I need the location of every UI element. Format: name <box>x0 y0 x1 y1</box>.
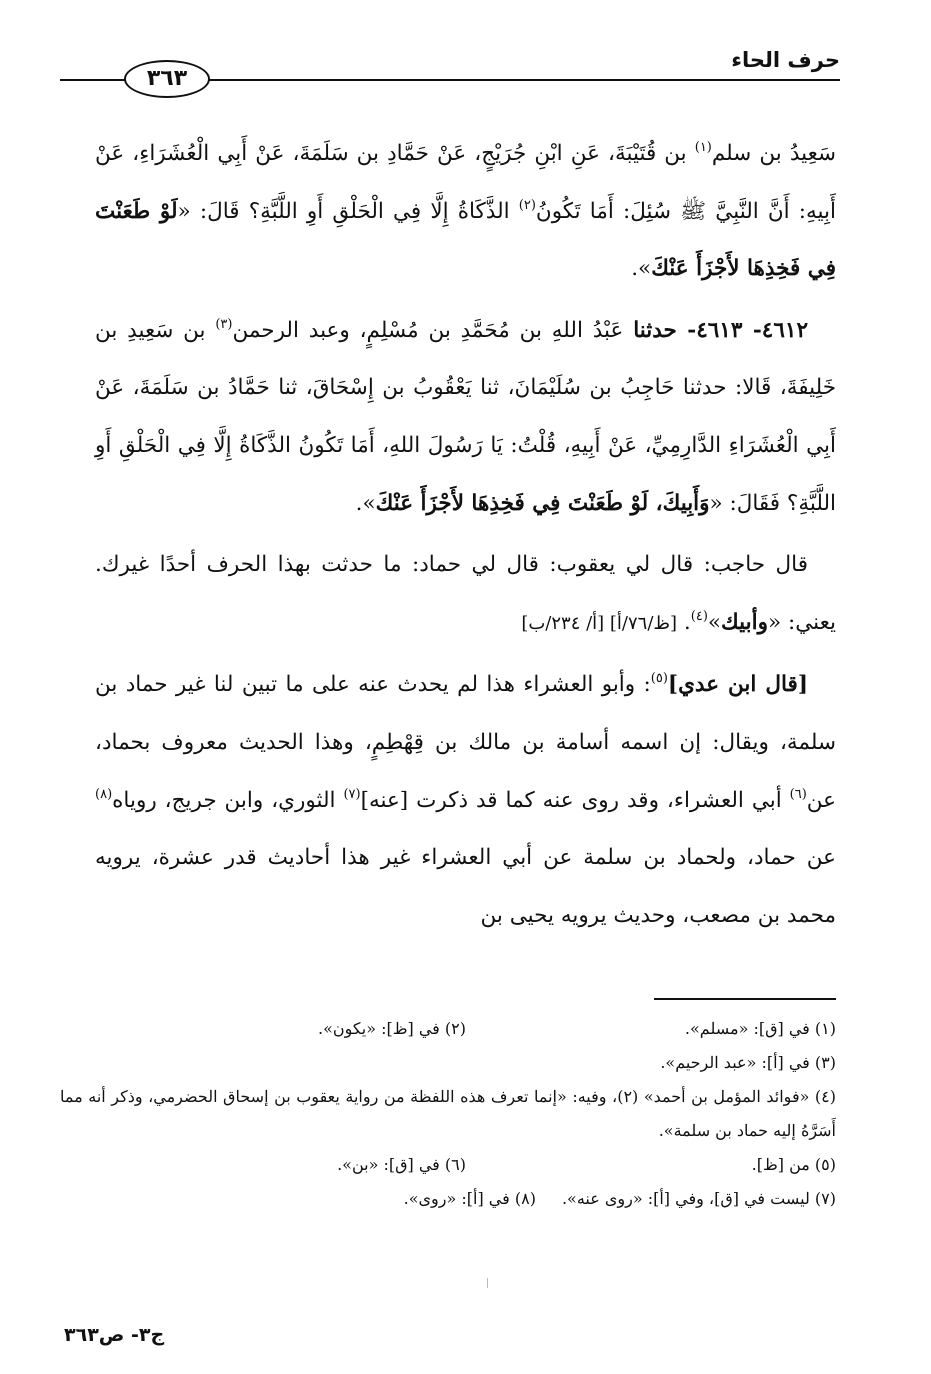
text-run: ». <box>355 490 376 516</box>
paragraph-hadith-isnad <box>95 125 836 298</box>
footnote-ref-2[interactable]: (٢) <box>518 197 536 213</box>
text-run: : وأبو العشراء هذا لم يحدث عنه على ما تبين لنا غير حماد بن سلمة، ويقال: إن اسمه أسامة بن مالك بن قِهْطِمٍ، وهذا الحديث معروف بحماد، عن <box>95 672 836 813</box>
footnote-4: (٤) «فوائد المؤمل بن أحمد» (٢)، وفيه: «إنما تعرف هذه اللفظة من رواية يعقوب بن إسحاق الحضرمي، وذكر أنه مما أَسَرَّهُ إليه حماد بن سلمة». <box>60 1087 837 1140</box>
paragraph-hajib-note <box>95 536 836 652</box>
footnote-ref-7[interactable]: (٧) <box>343 786 361 802</box>
text-run: بن سَعِيدِ بن خَلِيفَةَ، قَالا: حدثنا حَاجِبُ بن سُلَيْمَانَ، ثنا يَعْقُوبُ بن إِسْحَاقَ، ثنا حَمَّادُ بن سَلَمَةَ، عَنْ أَبِي الْعُشَرَاءِ الدَّارِمِيِّ، عَنْ أَبِيهِ، قُلْتُ: يَا رَسُولَ اللهِ، أَمَا تَكُونُ الذَّكَاةُ إِلَّا فِي الْحَلْقِ أَوِ اللَّبَّةِ؟ فَقَالَ: « <box>95 317 836 516</box>
footnote-separator <box>654 998 836 1000</box>
footnotes-section <box>60 1012 836 1216</box>
footnote-row <box>60 1148 836 1182</box>
paragraph-ibn-adi <box>95 656 836 944</box>
footnote-6: (٦) في [ق]: «بن». <box>337 1155 466 1174</box>
paragraph-hadith-4612 <box>95 302 836 532</box>
chapter-title: حرف الحاء <box>731 48 840 72</box>
footnote-row <box>60 1012 836 1046</box>
footnote-3: (٣) في [أ]: «عبد الرحيم». <box>660 1053 836 1072</box>
text-run: الذَّكَاةُ إِلَّا فِي الْحَلْقِ أَوِ اللَّبَّةِ؟ قَالَ: « <box>177 198 519 224</box>
footnote-ref-1[interactable]: (١) <box>694 140 712 155</box>
hadith-matn: لَوْ طَعَنْتَ فِي فَخِذِهَا لأَجْزَأَ عَنْكَ <box>95 198 836 282</box>
footnote-ref-6[interactable]: (٦) <box>789 786 807 802</box>
text-run: بن قُتَيْبَةَ، عَنِ ابْنِ جُرَيْجٍ، عَنْ حَمَّادِ بن سَلَمَةَ، عَنْ أَبِي الْعُشَرَاءِ، عَنْ أَبِيهِ: أَنَّ النَّبِيَّ ﷺ سُئِلَ: أَمَا تَكُونُ <box>95 141 836 224</box>
text-run: . <box>677 609 691 635</box>
text-run: قال حاجب: قال لي يعقوب: قال لي حماد: ما حدثت بهذا الحرف أحدًا غيرك. يعني: « <box>95 552 836 635</box>
text-run: ». <box>631 256 652 282</box>
text-run: عَبْدُ اللهِ بن مُحَمَّدِ بن مُسْلِمٍ، وعبد الرحمن <box>232 317 634 343</box>
main-text <box>95 125 836 944</box>
footnote-8: (٨) في [أ]: «روى». <box>403 1189 536 1208</box>
text-run: أبي العشراء، وقد روى عنه كما قد ذكرت [عنه] <box>360 787 790 813</box>
text-run: الثوري، وابن جريج، روياه <box>112 787 344 813</box>
page-number-badge: ٣٦٣ <box>124 60 210 98</box>
text-run: عن حماد، ولحماد بن سلمة عن أبي العشراء غير هذا أحاديث قدر عشرة، يرويه محمد بن مصعب، وحديث يرويه يحيى بن <box>95 845 836 928</box>
footnote-ref-4[interactable]: (٤) <box>690 608 708 624</box>
scan-mark <box>487 1278 488 1288</box>
footnote-ref-5[interactable]: (٥) <box>650 671 668 687</box>
footnote-ref-3[interactable]: (٣) <box>215 316 233 332</box>
footnote-1: (١) في [ق]: «مسلم». <box>684 1019 836 1038</box>
hadith-number: ٤٦١٢- ٤٦١٣- حدثنا <box>633 317 808 343</box>
footnote-row <box>60 1046 836 1080</box>
footnote-7: (٧) ليست في [ق]، وفي [أ]: «روى عنه». <box>561 1189 836 1208</box>
page-header <box>60 40 840 110</box>
text-run: سَعِيدُ بن سلم <box>711 141 836 166</box>
footnote-2: (٢) في [ظ]: «يكون». <box>318 1019 466 1038</box>
ibn-adi-heading: [قال ابن عدي] <box>667 672 808 698</box>
footnote-row <box>60 1182 836 1216</box>
footnote-5: (٥) من [ظ]. <box>751 1155 836 1174</box>
hadith-matn: وَأَبِيكَ، لَوْ طَعَنْتَ فِي فَخِذِهَا لأَجْزَأَ عَنْكَ <box>375 490 710 516</box>
footnote-ref-8[interactable]: (٨) <box>95 786 113 802</box>
text-run: » <box>707 609 722 635</box>
volume-page-marker: ج٣- ص٣٦٣ <box>64 1324 165 1346</box>
quoted-word: وأبيك <box>721 609 768 635</box>
manuscript-refs: [ظ/٧٦/أ] [أ/ ٢٣٤/ب] <box>521 612 678 634</box>
